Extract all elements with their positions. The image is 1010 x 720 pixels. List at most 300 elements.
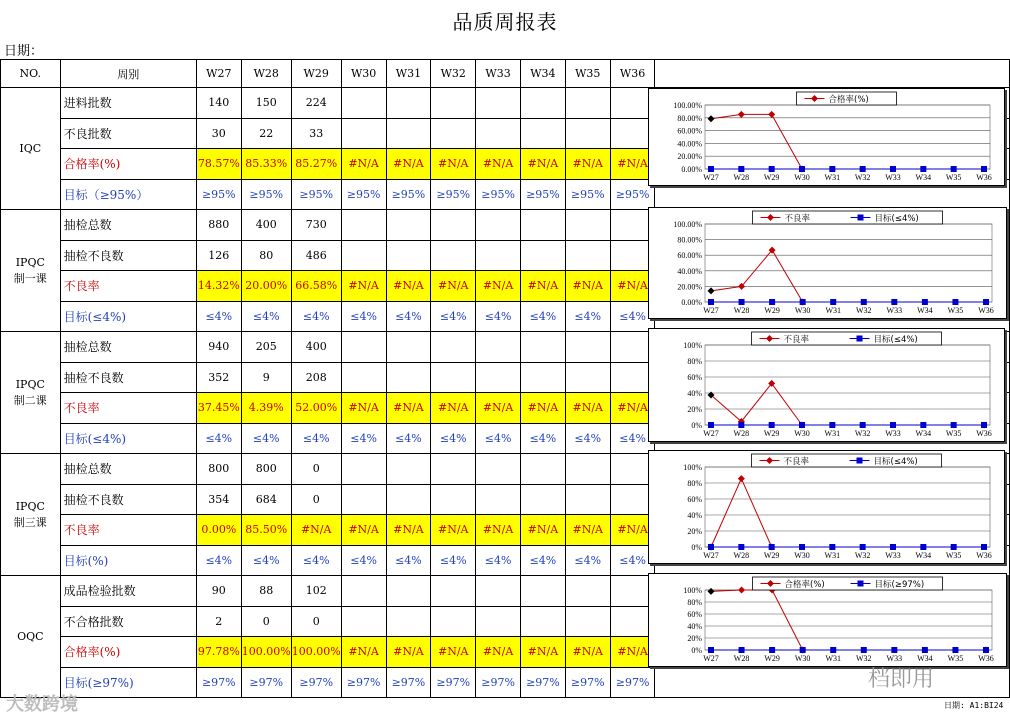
y-tick-label: 40% <box>687 622 702 631</box>
cell-w32 <box>431 332 476 363</box>
cell-w30: ≤4% <box>341 301 386 332</box>
cell-w31 <box>386 576 431 607</box>
data-point <box>739 299 745 305</box>
data-point <box>860 166 866 172</box>
y-tick-label: 60% <box>687 373 702 382</box>
cell-w33 <box>476 88 521 119</box>
cell-w29: 730 <box>291 210 341 241</box>
row-label: 进料批数 <box>60 88 196 119</box>
x-tick-label: W29 <box>763 429 780 438</box>
x-tick-label: W30 <box>794 306 811 315</box>
row-label: 合格率(%) <box>60 637 196 668</box>
cell-w36: #N/A <box>610 271 655 302</box>
cell-w35: ≥95% <box>565 179 610 210</box>
cell-w32 <box>431 88 476 119</box>
cell-w27: 90 <box>196 576 241 607</box>
data-point <box>708 544 714 550</box>
cell-w27: 97.78% <box>196 637 241 668</box>
x-tick-label: W36 <box>978 306 994 315</box>
legend-label: 不良率 <box>784 214 811 224</box>
header-week-w29: W29 <box>291 60 341 88</box>
cell-w29: ≤4% <box>291 301 341 332</box>
data-point <box>920 544 926 550</box>
data-point <box>708 299 714 305</box>
data-point <box>830 299 836 305</box>
header-week-w32: W32 <box>431 60 476 88</box>
cell-w30 <box>341 606 386 637</box>
x-tick-label: W33 <box>885 173 901 182</box>
cell-w34 <box>521 210 566 241</box>
cell-w27: 0.00% <box>196 515 241 546</box>
section-name <box>1 88 61 210</box>
cell-w34 <box>521 362 566 393</box>
data-point <box>890 166 896 172</box>
cell-w35 <box>565 606 610 637</box>
cell-w34: ≤4% <box>521 545 566 576</box>
chart-svg <box>649 574 1006 666</box>
data-point <box>830 647 836 653</box>
cell-w29: 85.27% <box>291 149 341 180</box>
x-tick-label: W32 <box>854 429 871 438</box>
cell-w33: ≥95% <box>476 179 521 210</box>
cell-w29: 400 <box>291 332 341 363</box>
x-tick-label: W34 <box>915 551 932 560</box>
y-tick-label: 20% <box>687 527 702 536</box>
y-tick-label: 20% <box>687 634 702 643</box>
cell-w27: ≤4% <box>196 545 241 576</box>
section-name-line: IPQC <box>15 255 45 269</box>
cell-w33: #N/A <box>476 149 521 180</box>
x-tick-label: W27 <box>703 654 719 663</box>
cell-w34: #N/A <box>521 515 566 546</box>
legend-marker <box>858 581 864 587</box>
cell-w30: ≥97% <box>341 667 386 698</box>
y-tick-label: 100% <box>683 341 702 350</box>
header-week-w34: W34 <box>521 60 566 88</box>
x-tick-label: W36 <box>976 173 992 182</box>
section-name-line: IQC <box>19 141 42 155</box>
row-label: 抽检不良数 <box>60 484 196 515</box>
cell-w35: ≤4% <box>565 545 610 576</box>
section-name <box>1 454 61 576</box>
x-tick-label: W36 <box>976 429 992 438</box>
x-tick-label: W34 <box>915 173 932 182</box>
data-point <box>800 647 806 653</box>
weekly-chart <box>648 573 1007 667</box>
row-label: 目标(≥97%) <box>60 667 196 698</box>
cell-w34: #N/A <box>521 271 566 302</box>
header-week-w31: W31 <box>386 60 431 88</box>
data-point <box>799 544 805 550</box>
x-tick-label: W35 <box>947 654 964 663</box>
cell-w31: #N/A <box>386 637 431 668</box>
cell-w31 <box>386 88 431 119</box>
header-week-w36: W36 <box>610 60 655 88</box>
cell-w32 <box>431 118 476 149</box>
cell-w30 <box>341 454 386 485</box>
data-point <box>920 166 926 172</box>
cell-w31: ≤4% <box>386 545 431 576</box>
section-name-line: 制一课 <box>13 271 47 285</box>
data-point <box>951 544 957 550</box>
cell-w32: ≥95% <box>431 179 476 210</box>
legend-marker <box>857 458 863 464</box>
cell-w31: ≤4% <box>386 301 431 332</box>
y-tick-label: 40% <box>687 511 702 520</box>
cell-w27: 800 <box>196 454 241 485</box>
cell-w27: 30 <box>196 118 241 149</box>
data-point <box>981 422 987 428</box>
cell-w33: ≥97% <box>476 667 521 698</box>
cell-w32 <box>431 454 476 485</box>
cell-w32 <box>431 210 476 241</box>
cell-w35: ≤4% <box>565 423 610 454</box>
x-tick-label: W34 <box>917 306 933 315</box>
data-point <box>890 422 896 428</box>
data-point <box>952 647 958 653</box>
plot-area <box>705 467 990 547</box>
cell-w28: 400 <box>241 210 291 241</box>
cell-w36: #N/A <box>610 637 655 668</box>
cell-w32 <box>431 576 476 607</box>
cell-w28: ≤4% <box>241 423 291 454</box>
legend-label: 合格率(%) <box>828 95 869 105</box>
header-row <box>1 60 1010 88</box>
data-point <box>708 647 714 653</box>
cell-w28: 88 <box>241 576 291 607</box>
data-point <box>861 647 867 653</box>
cell-w31: #N/A <box>386 149 431 180</box>
legend-label: 目标(≤4%) <box>873 335 918 345</box>
data-point <box>891 647 897 653</box>
x-tick-label: W31 <box>825 306 842 315</box>
x-tick-label: W34 <box>915 429 932 438</box>
cell-w33: #N/A <box>476 393 521 424</box>
cell-w32: #N/A <box>431 515 476 546</box>
x-tick-label: W30 <box>794 429 810 438</box>
y-tick-label: 20% <box>687 405 702 414</box>
cell-w33 <box>476 454 521 485</box>
cell-w29: ≤4% <box>291 423 341 454</box>
y-tick-label: 80% <box>687 357 702 366</box>
y-tick-label: 0% <box>691 543 702 552</box>
data-point <box>861 299 867 305</box>
watermark-left: 大数跨境 <box>6 694 78 715</box>
x-tick-label: W31 <box>824 173 841 182</box>
legend-label: 合格率(%) <box>784 580 825 590</box>
cell-w27: 2 <box>196 606 241 637</box>
cell-w29: 208 <box>291 362 341 393</box>
row-label: 目标（≥95%） <box>60 179 196 210</box>
x-tick-label: W35 <box>945 429 962 438</box>
x-tick-label: W33 <box>885 429 901 438</box>
x-tick-label: W29 <box>764 306 780 315</box>
data-point <box>922 647 928 653</box>
cell-w30 <box>341 484 386 515</box>
cell-w31: ≤4% <box>386 423 431 454</box>
cell-w28: ≤4% <box>241 301 291 332</box>
y-tick-label: 20.00% <box>677 152 702 162</box>
x-tick-label: W28 <box>733 306 750 315</box>
data-point <box>951 166 957 172</box>
cell-w35 <box>565 118 610 149</box>
cell-w35 <box>565 576 610 607</box>
cell-w32: #N/A <box>431 393 476 424</box>
data-point <box>952 299 958 305</box>
cell-w30 <box>341 118 386 149</box>
plot-area <box>705 590 992 650</box>
section-name-line: 制二课 <box>13 393 47 407</box>
data-point <box>860 422 866 428</box>
report-title: 品质周报表 <box>452 10 558 34</box>
x-tick-label: W33 <box>885 551 901 560</box>
section-name <box>1 332 61 454</box>
cell-w33 <box>476 118 521 149</box>
y-tick-label: 0% <box>691 421 702 430</box>
cell-w35: ≤4% <box>565 301 610 332</box>
row-label: 目标(≤4%) <box>60 423 196 454</box>
cell-w36: #N/A <box>610 149 655 180</box>
cell-w29: 52.00% <box>291 393 341 424</box>
data-point <box>799 166 805 172</box>
row-label: 抽检总数 <box>60 454 196 485</box>
weekly-chart <box>648 88 1005 186</box>
cell-w31: #N/A <box>386 515 431 546</box>
section-name <box>1 210 61 332</box>
cell-w33 <box>476 240 521 271</box>
cell-w31 <box>386 240 431 271</box>
data-point <box>739 647 745 653</box>
weekly-chart <box>648 450 1005 564</box>
cell-w34: ≥97% <box>521 667 566 698</box>
cell-w27: 37.45% <box>196 393 241 424</box>
cell-w35 <box>565 484 610 515</box>
cell-w27: ≥95% <box>196 179 241 210</box>
cell-w36: ≤4% <box>610 423 655 454</box>
cell-w28: 100.00% <box>241 637 291 668</box>
data-point <box>920 422 926 428</box>
data-point <box>829 166 835 172</box>
cell-w27: ≥97% <box>196 667 241 698</box>
data-point <box>738 544 744 550</box>
cell-w30: #N/A <box>341 515 386 546</box>
cell-w36: ≤4% <box>610 301 655 332</box>
y-tick-label: 60% <box>687 610 702 619</box>
y-tick-label: 100.00% <box>673 220 702 229</box>
cell-w33: #N/A <box>476 271 521 302</box>
y-tick-label: 20.00% <box>677 282 702 292</box>
cell-w28: ≥97% <box>241 667 291 698</box>
cell-w30 <box>341 88 386 119</box>
cell-w28: 85.50% <box>241 515 291 546</box>
header-chart-area <box>655 60 1010 88</box>
legend-label: 目标(≤4%) <box>873 457 918 467</box>
row-label: 抽检总数 <box>60 210 196 241</box>
cell-w34 <box>521 484 566 515</box>
cell-w31 <box>386 362 431 393</box>
cell-w27: 940 <box>196 332 241 363</box>
row-label: 抽检不良数 <box>60 362 196 393</box>
cell-w28: 22 <box>241 118 291 149</box>
section-name-line: IPQC <box>15 499 45 513</box>
cell-w36: ≥97% <box>610 667 655 698</box>
legend-label: 目标(≤4%) <box>874 214 919 224</box>
data-point <box>708 422 714 428</box>
x-tick-label: W36 <box>976 551 992 560</box>
row-label: 不良率 <box>60 271 196 302</box>
cell-w34: #N/A <box>521 149 566 180</box>
cell-w27: 880 <box>196 210 241 241</box>
section-name-line: 制三课 <box>13 515 47 529</box>
cell-w27: 352 <box>196 362 241 393</box>
cell-w29: 66.58% <box>291 271 341 302</box>
cell-w35: #N/A <box>565 393 610 424</box>
cell-w31 <box>386 454 431 485</box>
header-week-w33: W33 <box>476 60 521 88</box>
cell-w34 <box>521 576 566 607</box>
cell-w28: 80 <box>241 240 291 271</box>
cell-w34 <box>521 606 566 637</box>
x-tick-label: W36 <box>978 654 994 663</box>
cell-w29: ≥97% <box>291 667 341 698</box>
cell-w28: 150 <box>241 88 291 119</box>
cell-w32: #N/A <box>431 271 476 302</box>
cell-w34 <box>521 118 566 149</box>
section-name <box>1 576 61 698</box>
cell-w30: ≤4% <box>341 545 386 576</box>
data-point <box>983 299 989 305</box>
cell-w34 <box>521 88 566 119</box>
x-tick-label: W28 <box>733 429 750 438</box>
y-tick-label: 80% <box>687 479 702 488</box>
x-tick-label: W28 <box>733 173 750 182</box>
cell-w31 <box>386 332 431 363</box>
cell-w35 <box>565 210 610 241</box>
data-point <box>860 544 866 550</box>
data-point <box>951 422 957 428</box>
data-point <box>829 544 835 550</box>
cell-w33: #N/A <box>476 637 521 668</box>
x-tick-label: W35 <box>947 306 964 315</box>
data-point <box>799 422 805 428</box>
cell-w27: 126 <box>196 240 241 271</box>
data-point <box>769 647 775 653</box>
cell-w29: 224 <box>291 88 341 119</box>
cell-w30: #N/A <box>341 393 386 424</box>
chart-svg <box>649 329 1004 441</box>
cell-w35: #N/A <box>565 271 610 302</box>
cell-w29: 0 <box>291 454 341 485</box>
y-tick-label: 0.00% <box>681 165 702 174</box>
cell-w35 <box>565 332 610 363</box>
y-tick-label: 100.00% <box>673 101 702 110</box>
x-tick-label: W29 <box>763 173 780 182</box>
x-tick-label: W28 <box>733 551 750 560</box>
cell-w34: ≤4% <box>521 301 566 332</box>
x-tick-label: W29 <box>763 551 780 560</box>
row-label: 抽检不良数 <box>60 240 196 271</box>
x-tick-label: W32 <box>854 551 871 560</box>
data-point <box>738 422 744 428</box>
cell-w29: 102 <box>291 576 341 607</box>
cell-w32: ≤4% <box>431 545 476 576</box>
cell-w33 <box>476 332 521 363</box>
cell-w31: #N/A <box>386 271 431 302</box>
cell-w28: ≤4% <box>241 545 291 576</box>
x-tick-label: W32 <box>855 654 872 663</box>
chart-svg <box>649 89 1004 185</box>
cell-w32 <box>431 362 476 393</box>
y-tick-label: 0% <box>691 646 702 655</box>
cell-w32 <box>431 240 476 271</box>
cell-w35: ≥97% <box>565 667 610 698</box>
cell-w31: ≥95% <box>386 179 431 210</box>
cell-w31 <box>386 484 431 515</box>
cell-w29: 0 <box>291 606 341 637</box>
cell-w30: ≥95% <box>341 179 386 210</box>
cell-w30 <box>341 576 386 607</box>
x-tick-label: W35 <box>945 551 962 560</box>
data-point <box>891 299 897 305</box>
cell-w28: 205 <box>241 332 291 363</box>
cell-w34: #N/A <box>521 393 566 424</box>
cell-w29: 100.00% <box>291 637 341 668</box>
data-point <box>890 544 896 550</box>
legend-label: 不良率 <box>783 335 810 345</box>
cell-w28: 9 <box>241 362 291 393</box>
cell-w27: 14.32% <box>196 271 241 302</box>
data-point <box>829 422 835 428</box>
header-week-w35: W35 <box>565 60 610 88</box>
weekly-chart <box>648 328 1005 442</box>
y-tick-label: 60.00% <box>677 251 702 261</box>
data-point <box>738 166 744 172</box>
cell-w35 <box>565 88 610 119</box>
cell-w29: 486 <box>291 240 341 271</box>
x-tick-label: W31 <box>825 654 842 663</box>
y-tick-label: 80% <box>687 598 702 607</box>
cell-w32: ≤4% <box>431 301 476 332</box>
cell-w32: ≤4% <box>431 423 476 454</box>
cell-w35: #N/A <box>565 515 610 546</box>
cell-w27: ≤4% <box>196 301 241 332</box>
header-week-w30: W30 <box>341 60 386 88</box>
cell-w27: 354 <box>196 484 241 515</box>
cell-w30 <box>341 332 386 363</box>
x-tick-label: W27 <box>703 306 719 315</box>
x-tick-label: W27 <box>703 429 719 438</box>
cell-w32: ≥97% <box>431 667 476 698</box>
header-week-w27: W27 <box>196 60 241 88</box>
x-tick-label: W34 <box>917 654 933 663</box>
cell-w36: #N/A <box>610 515 655 546</box>
x-tick-label: W31 <box>824 551 841 560</box>
section-name-line: IPQC <box>15 377 45 391</box>
cell-w35 <box>565 454 610 485</box>
x-tick-label: W30 <box>794 654 811 663</box>
cell-w35 <box>565 362 610 393</box>
x-tick-label: W31 <box>824 429 841 438</box>
cell-w32 <box>431 484 476 515</box>
data-point <box>708 166 714 172</box>
chart-svg <box>649 451 1004 563</box>
x-tick-label: W33 <box>886 306 903 315</box>
date-label: 日期： <box>4 44 44 59</box>
data-point <box>983 647 989 653</box>
cell-w33 <box>476 362 521 393</box>
cell-w30: #N/A <box>341 637 386 668</box>
data-point <box>769 299 775 305</box>
